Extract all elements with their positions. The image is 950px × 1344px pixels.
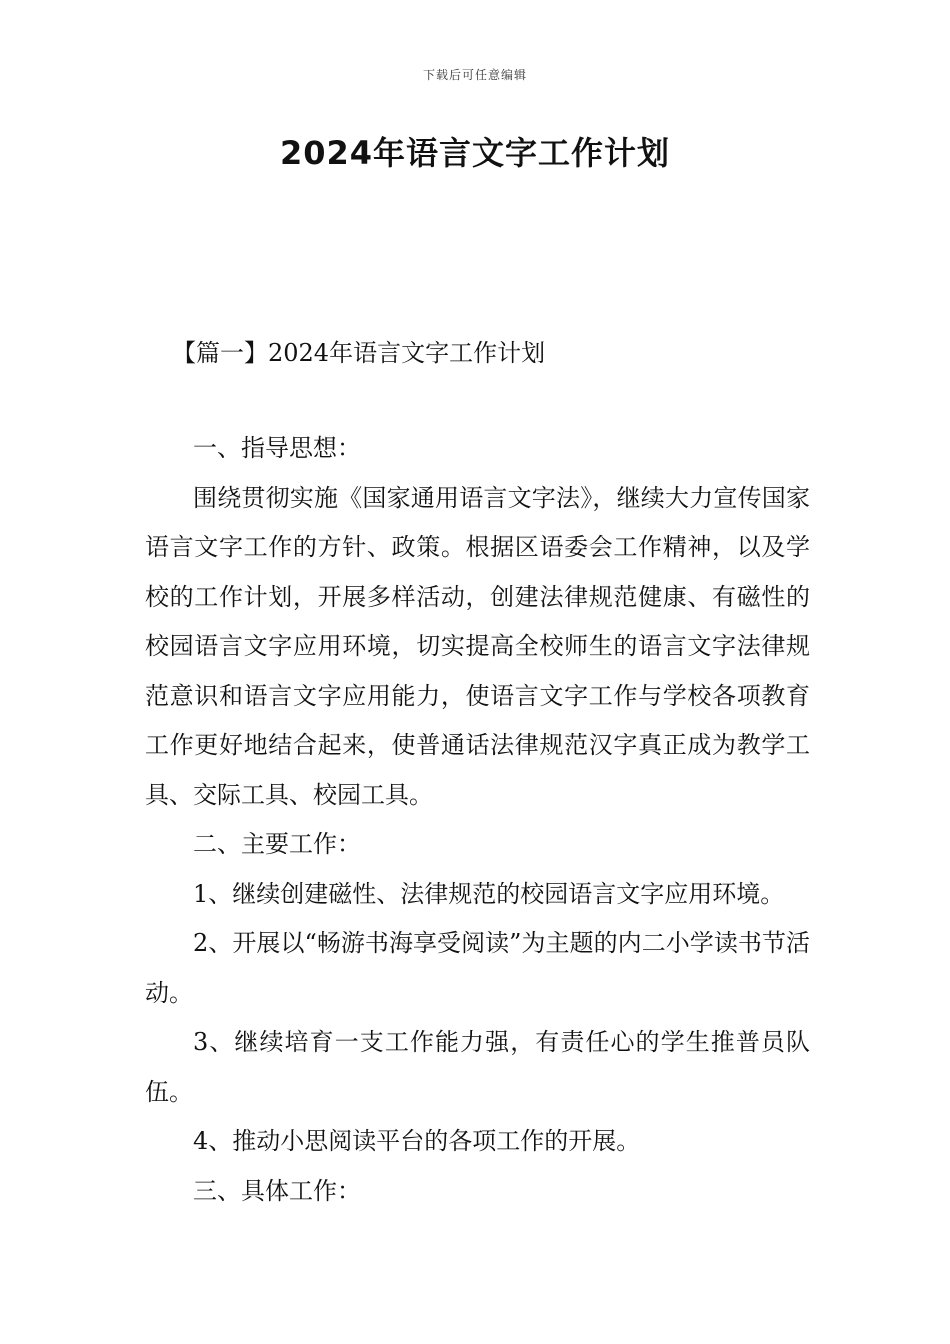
document-body <box>145 424 810 1216</box>
list-item: 1、继续创建磁性、法律规范的校园语言文字应用环境。 <box>193 879 785 908</box>
heading-main-work: 二、主要工作： <box>193 830 361 858</box>
document-title: 2024年语言文字工作计划 <box>279 134 671 172</box>
list-item: 2、开展以“畅游书海享受阅读”为主题的内二小学读书节活动。 <box>145 929 810 1007</box>
section-title: 【篇一】2024年语言文字工作计划 <box>172 339 546 367</box>
heading-guiding-ideology: 一、指导思想： <box>193 434 361 462</box>
paragraph-guiding-ideology: 围绕贯彻实施《国家通用语言文字法》，继续大力宣传国家语言文字工作的方针、政策。根据区语委会工作精神，以及学校的工作计划，开展多样活动，创建法律规范健康、有磁性的校园语言文字应用环境，切实提高全校师生的语言文字法律规范意识和语言文字应用能力，使语言文字工作与学校各项教育工作更好地结合起来，使普通话法律规范汉字真正成为教学工具、交际工具、校园工具。 <box>145 483 810 809</box>
heading-specific-work: 三、具体工作： <box>193 1176 361 1205</box>
list-item: 4、推动小思阅读平台的各项工作的开展。 <box>193 1127 641 1155</box>
header-note: 下载后可任意编辑 <box>422 68 527 82</box>
list-item: 3、继续培育一支工作能力强，有责任心的学生推普员队伍。 <box>145 1028 810 1106</box>
